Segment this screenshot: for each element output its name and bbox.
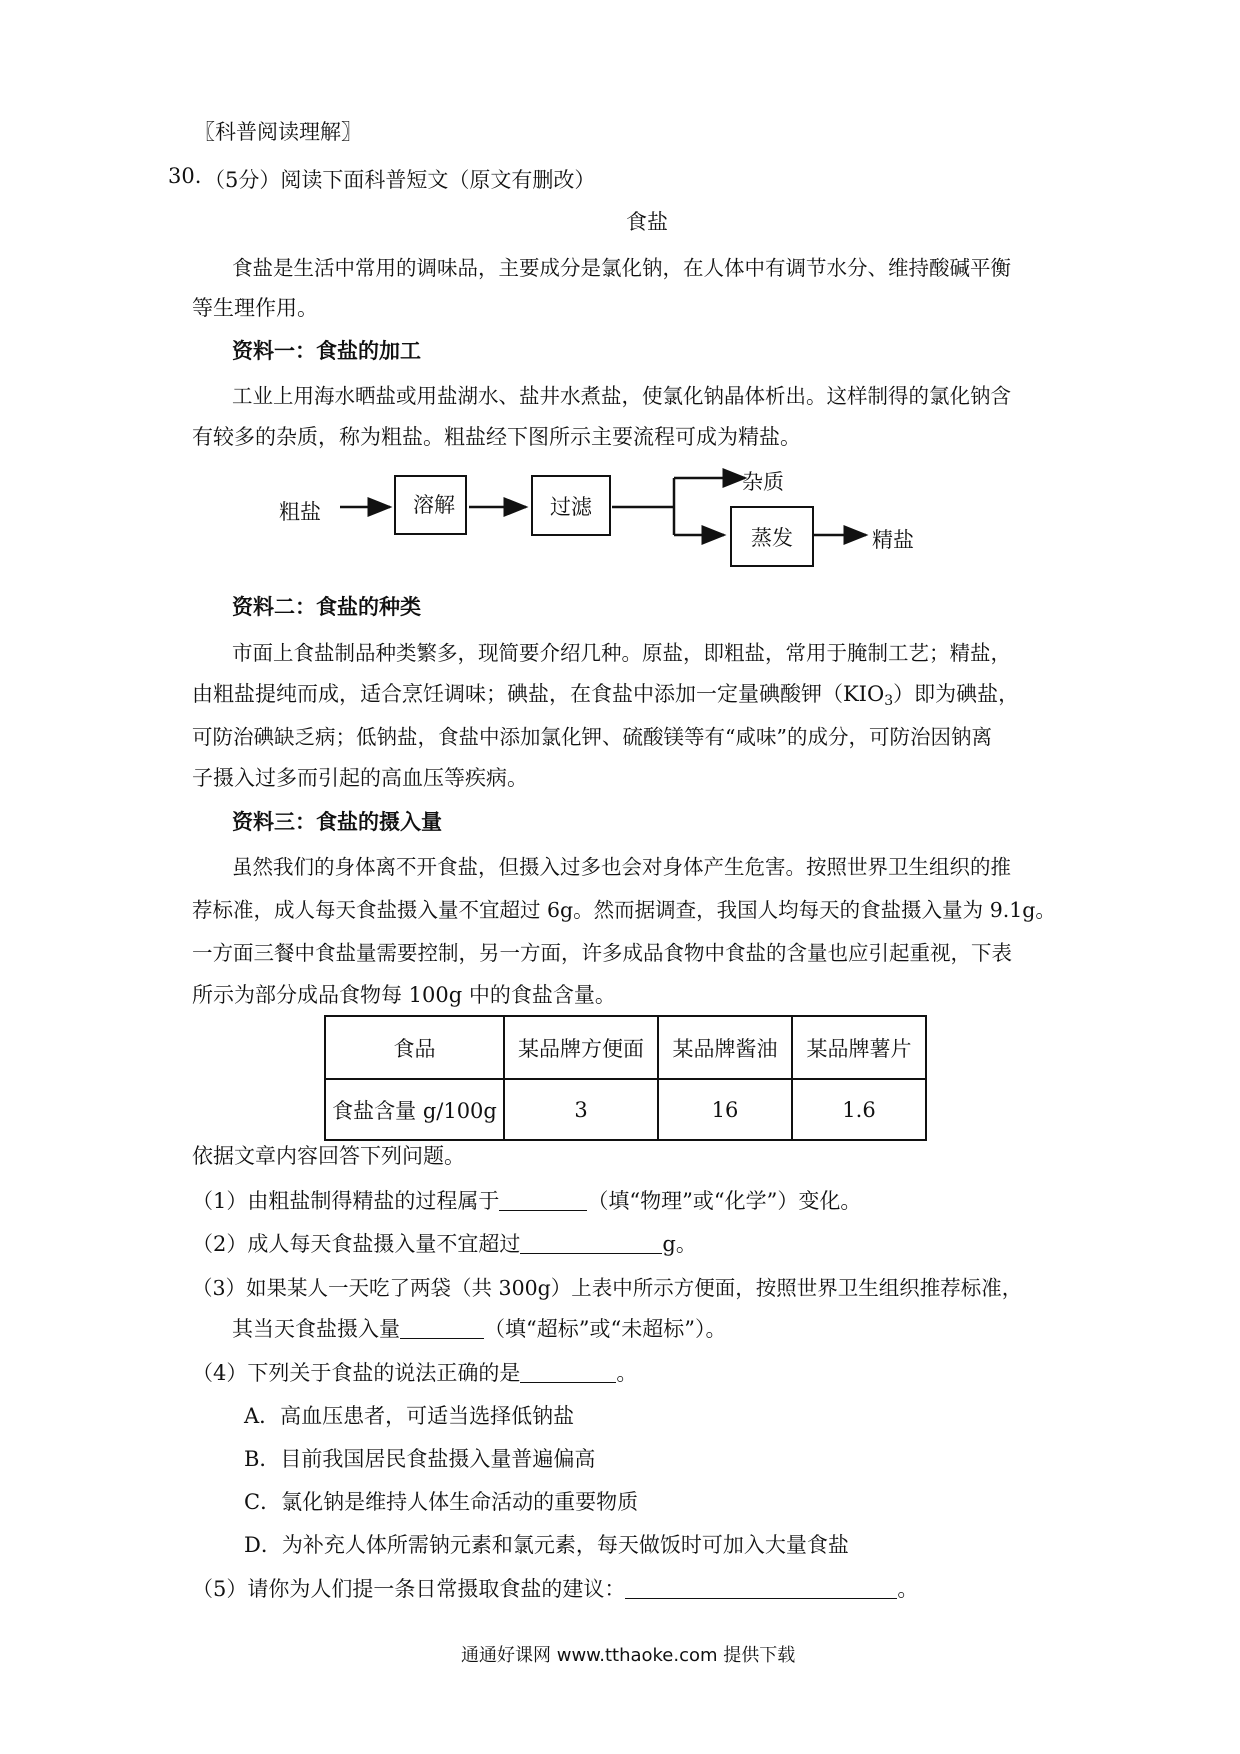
salt-content-table — [324, 1015, 927, 1141]
section-header: 〖科普阅读理解〗 — [194, 120, 362, 144]
answer-blank[interactable] — [520, 1361, 616, 1383]
option-a: A．高血压患者，可适当选择低钠盐 — [244, 1404, 575, 1428]
flow-output-label: 精盐 — [872, 528, 914, 552]
article-title: 食盐 — [626, 210, 668, 234]
option-d: D．为补充人体所需钠元素和氯元素，每天做饭时可加入大量食盐 — [244, 1533, 849, 1557]
question-2: （2）成人每天食盐摄入量不宜超过 g。 — [192, 1232, 697, 1256]
flow-box-dissolve: 溶解 — [394, 475, 467, 535]
material-one-heading: 资料一：食盐的加工 — [232, 338, 421, 363]
table-header-cell: 食品 — [325, 1016, 504, 1079]
question-number: 30. — [168, 164, 202, 188]
table-header-cell: 某品牌酱油 — [658, 1016, 792, 1079]
material-three-heading: 资料三：食盐的摄入量 — [232, 809, 442, 834]
flow-box-evaporate: 蒸发 — [730, 506, 814, 567]
flow-impurity-label: 杂质 — [742, 470, 784, 494]
table-cell: 16 — [658, 1079, 792, 1140]
table-cell: 1.6 — [792, 1079, 926, 1140]
table-cell: 3 — [504, 1079, 658, 1140]
answer-blank[interactable] — [499, 1189, 587, 1211]
question-5: （5）请你为人们提一条日常摄取食盐的建议： 。 — [192, 1577, 919, 1601]
flow-input-label: 粗盐 — [279, 500, 321, 524]
table-cell: 食盐含量 g/100g — [325, 1079, 504, 1140]
table-header-cell: 某品牌方便面 — [504, 1016, 658, 1079]
option-c: C．氯化钠是维持人体生命活动的重要物质 — [244, 1490, 639, 1514]
answer-blank[interactable] — [520, 1232, 662, 1254]
answer-blank[interactable] — [625, 1577, 897, 1599]
flow-box-filter: 过滤 — [531, 475, 611, 536]
table-row — [325, 1079, 926, 1140]
question-intro: （5分）阅读下面科普短文（原文有删改） — [204, 168, 596, 192]
question-1: （1）由粗盐制得精盐的过程属于 （填“物理”或“化学”）变化。 — [192, 1189, 862, 1213]
material-two-heading: 资料二：食盐的种类 — [232, 594, 421, 619]
table-header-row — [325, 1016, 926, 1079]
answer-blank[interactable] — [400, 1317, 484, 1339]
page-footer: 通通好课网 www.tthaoke.com 提供下载 — [461, 1645, 796, 1666]
table-header-cell: 某品牌薯片 — [792, 1016, 926, 1079]
option-b: B．目前我国居民食盐摄入量普遍偏高 — [244, 1447, 596, 1471]
answer-prompt: 依据文章内容回答下列问题。 — [192, 1144, 465, 1168]
